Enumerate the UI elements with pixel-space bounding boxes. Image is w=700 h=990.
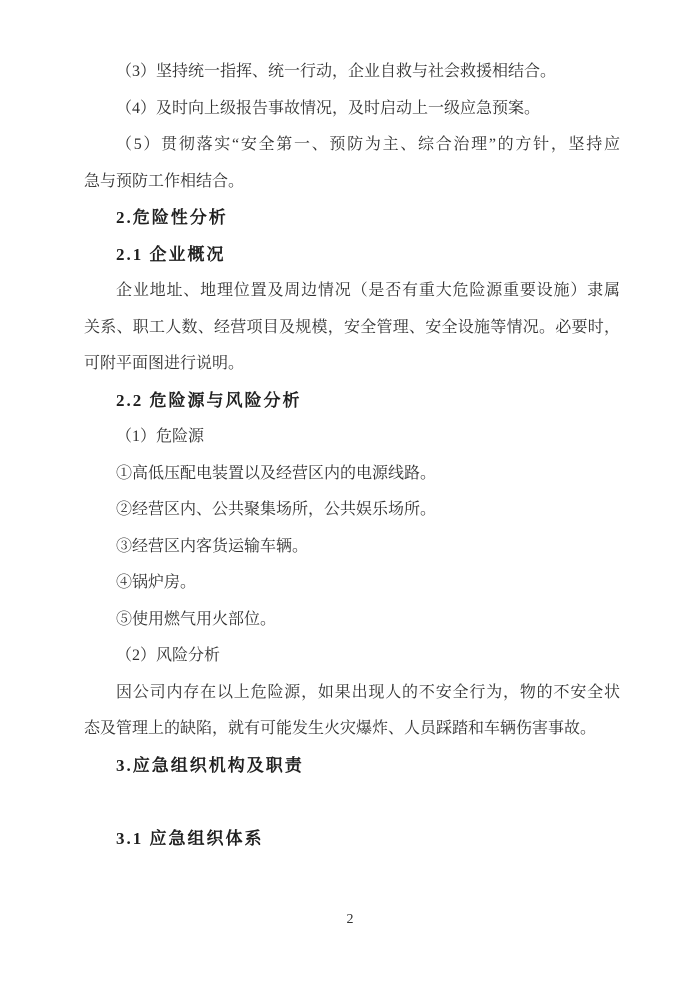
blank-line bbox=[84, 784, 620, 821]
paragraph-line: 急与预防工作相结合。 bbox=[84, 172, 245, 190]
list-item-line: ③经营区内客货运输车辆。 bbox=[116, 537, 309, 555]
list-item-line: ①高低压配电装置以及经营区内的电源线路。 bbox=[116, 464, 437, 482]
page-body-text bbox=[84, 54, 620, 857]
paragraph-line: （1）危险源 bbox=[116, 428, 205, 445]
paragraph-line: 企业地址、地理位置及周边情况（是否有重大危险源重要设施）隶属 bbox=[116, 282, 620, 299]
paragraph-line: 态及管理上的缺陷，就有可能发生火灾爆炸、人员踩踏和车辆伤害事故。 bbox=[84, 720, 597, 737]
section-heading-company-overview: 2.1 企业概况 bbox=[116, 244, 226, 264]
paragraph-line: 关系、职工人数、经营项目及规模，安全管理、安全设施等情况。必要时， bbox=[84, 318, 620, 336]
section-heading-hazard-source-risk: 2.2 危险源与风险分析 bbox=[116, 390, 302, 410]
paragraph-line: 因公司内存在以上危险源，如果出现人的不安全行为，物的不安全状 bbox=[116, 683, 620, 701]
paragraph-line: （5）贯彻落实“安全第一、预防为主、综合治理”的方针，坚持应 bbox=[116, 136, 620, 153]
paragraph-line: （4）及时向上级报告事故情况，及时启动上一级应急预案。 bbox=[116, 99, 541, 117]
list-item-line: ④锅炉房。 bbox=[116, 574, 197, 591]
section-heading-hazard-analysis: 2.危险性分析 bbox=[116, 208, 228, 227]
page-number: 2 bbox=[346, 912, 354, 927]
list-item-line: ⑤使用燃气用火部位。 bbox=[116, 610, 277, 628]
paragraph-line: 可附平面图进行说明。 bbox=[84, 355, 245, 372]
section-heading-emergency-org-system: 3.1 应急组织体系 bbox=[116, 828, 264, 848]
section-heading-emergency-organization: 3.应急组织机构及职责 bbox=[116, 755, 304, 775]
paragraph-line: （2）风险分析 bbox=[116, 647, 221, 664]
list-item-line: ②经营区内、公共聚集场所，公共娱乐场所。 bbox=[116, 501, 437, 518]
paragraph-line: （3）坚持统一指挥、统一行动，企业自救与社会救援相结合。 bbox=[116, 63, 557, 80]
